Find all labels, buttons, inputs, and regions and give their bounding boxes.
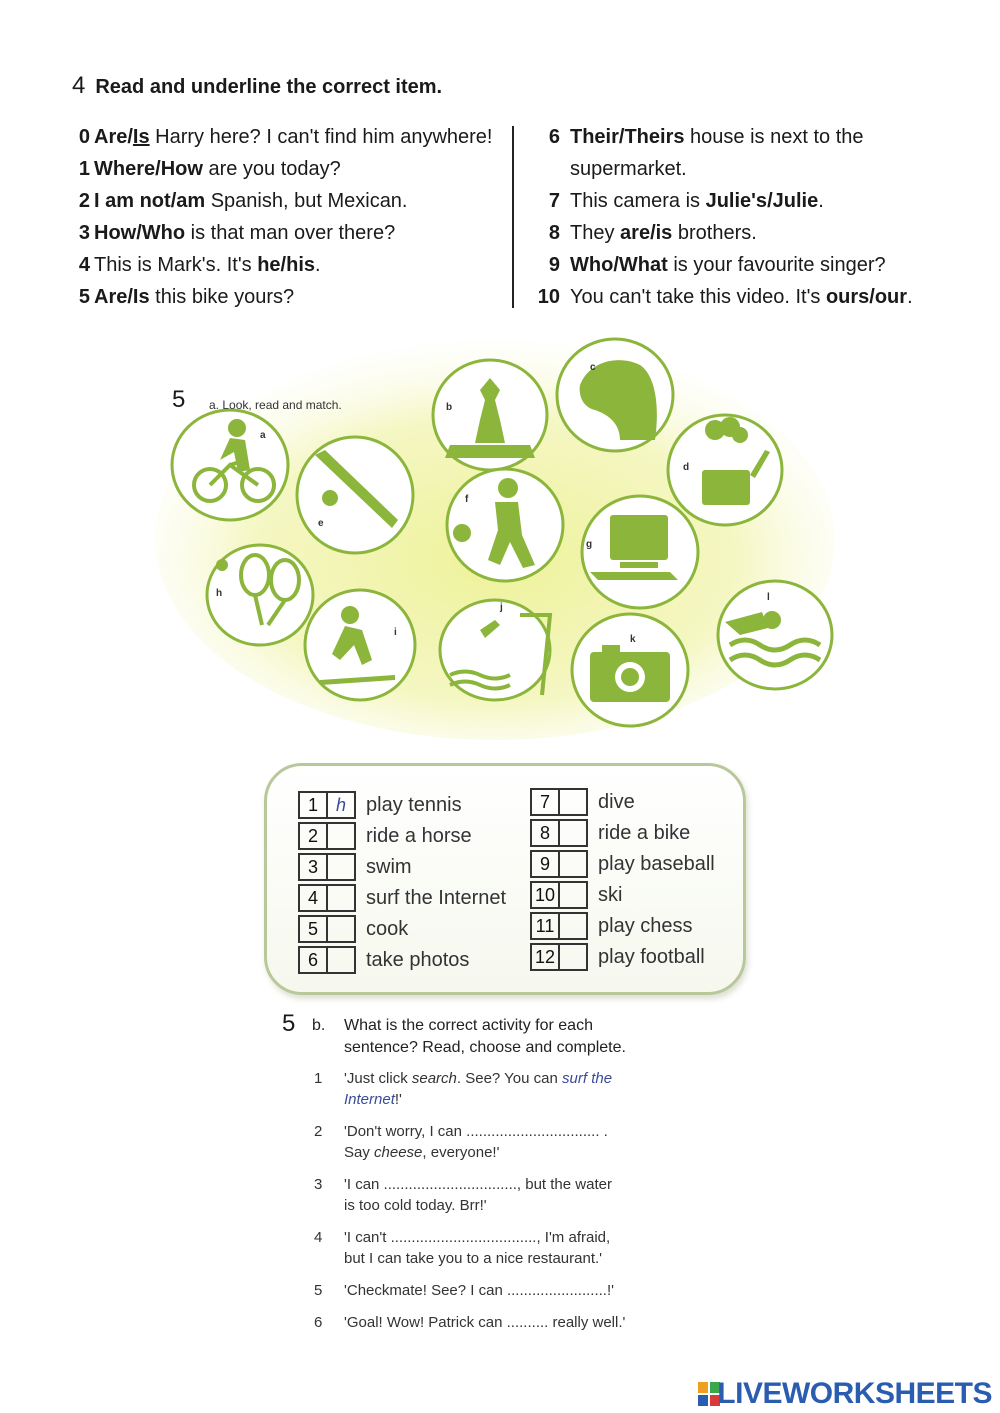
chess-icon [433, 360, 547, 470]
column-divider [512, 126, 514, 308]
option[interactable]: Is [132, 286, 150, 308]
list-item[interactable]: 6 Their/Theirs house is next to the [548, 126, 864, 148]
answer-box[interactable]: h [326, 791, 356, 819]
answer-box[interactable] [558, 850, 588, 878]
list-item[interactable]: 1 Where/How are you today? [78, 158, 341, 180]
sentence-item[interactable]: 6 'Goal! Wow! Patrick can .......... really well.' [314, 1314, 626, 1331]
exercise-5b-letter: b. [312, 1017, 326, 1034]
match-row: 2 ride a horse [298, 822, 472, 850]
picture-label: j [500, 602, 503, 613]
option[interactable]: Who [570, 254, 614, 276]
match-row: 9 play baseball [530, 850, 715, 878]
option[interactable]: are [620, 222, 651, 244]
list-item[interactable]: 4 This is Mark's. It's he/his. [78, 254, 321, 276]
option[interactable]: Are [94, 286, 128, 308]
exercise-number: 4 [72, 72, 86, 99]
list-item[interactable]: 7 This camera is Julie's/Julie. [548, 190, 824, 212]
picture-label: i [394, 627, 397, 638]
sentence-item[interactable]: 3 'I can ................................, but the water is too cold today. Brr!' [314, 1176, 612, 1214]
match-row: 1 h play tennis [298, 791, 462, 819]
picture-label: d [683, 462, 690, 473]
underlined-answer: Is [132, 126, 150, 148]
match-row: 5 cook [298, 915, 408, 943]
sentence-item[interactable]: 4 'I can't ..................................., I'm afraid, but I can take you to a nice restaurant.' [314, 1229, 611, 1267]
option[interactable]: What [618, 254, 668, 276]
diver-icon [440, 600, 550, 700]
answer-box[interactable] [558, 943, 588, 971]
picture-label: c [590, 362, 596, 373]
match-row: 4 surf the Internet [298, 884, 506, 912]
picture-label: a [260, 430, 266, 441]
picture-label: k [630, 634, 636, 645]
exercise-5b-instruction: What is the correct activity for each sentence? Read, choose and complete. [344, 1017, 626, 1056]
answer-box[interactable] [558, 788, 588, 816]
exercise-instruction: Read and underline the correct item. [95, 76, 443, 98]
option[interactable]: How [160, 158, 203, 180]
football-player-icon [447, 469, 563, 581]
exercise-4-left-column [64, 121, 492, 313]
option[interactable]: Julie's [705, 190, 768, 212]
liveworksheets-logo[interactable]: LIVEWORKSHEETS [717, 1377, 992, 1410]
match-row: 12 play football [530, 943, 705, 971]
match-row: 11 play chess [530, 912, 693, 940]
exercise-4-heading [72, 72, 442, 100]
match-row: 6 take photos [298, 946, 469, 974]
baseball-icon [297, 437, 413, 553]
answer-box[interactable] [326, 915, 356, 943]
answer-box[interactable] [326, 853, 356, 881]
answer-box[interactable] [558, 912, 588, 940]
picture-label: e [318, 518, 324, 529]
sentence-item[interactable]: 2 'Don't worry, I can ................................ . Say cheese, everyone!' [314, 1123, 608, 1161]
answer-box[interactable] [326, 822, 356, 850]
exercise-5a-instruction: a. Look, read and match. [209, 398, 342, 412]
tennis-rackets-icon [207, 545, 313, 645]
option[interactable]: Where [94, 158, 156, 180]
option[interactable]: our [874, 286, 908, 308]
list-item[interactable]: 3 How/Who is that man over there? [78, 222, 396, 244]
exercise-5b-number: 5 [282, 1010, 296, 1037]
option[interactable]: Their [570, 126, 619, 148]
picture-label: h [216, 588, 223, 599]
list-item[interactable]: 9 Who/What is your favourite singer? [548, 254, 886, 276]
option[interactable]: Julie [772, 190, 819, 212]
example-answer: surf the [562, 1070, 613, 1087]
option[interactable]: am [176, 190, 206, 212]
camera-icon [572, 614, 688, 726]
answer-box[interactable] [558, 881, 588, 909]
match-row: 3 swim [298, 853, 412, 881]
horse-icon [557, 339, 673, 451]
option[interactable]: Theirs [624, 126, 685, 148]
list-item: 0 Are/Is Harry here? I can't find him anywhere! [78, 126, 493, 148]
list-item[interactable]: 2 I am not/am Spanish, but Mexican. [78, 190, 408, 212]
answer-box[interactable] [326, 884, 356, 912]
sentence-item[interactable]: 5 'Checkmate! See? I can ........................!' [314, 1282, 614, 1299]
option[interactable]: How [94, 222, 137, 244]
option[interactable]: he [257, 254, 281, 276]
cyclist-icon [172, 410, 288, 520]
option[interactable]: his [286, 254, 316, 276]
activity-pictures-panel [150, 330, 850, 750]
match-row: 10 ski [530, 881, 622, 909]
picture-label: g [586, 539, 593, 550]
picture-label: l [767, 592, 770, 603]
match-row: 7 dive [530, 788, 635, 816]
computer-icon [582, 496, 698, 608]
option[interactable]: is [655, 222, 673, 244]
sentence-item: 1 'Just click search. See? You can surf the Internet!' [314, 1070, 613, 1108]
answer-box[interactable] [558, 819, 588, 847]
exercise-4-right-column [536, 121, 913, 313]
answer-box[interactable] [326, 946, 356, 974]
list-item[interactable]: 8 They are/is brothers. [548, 222, 757, 244]
skier-icon [305, 590, 415, 700]
option[interactable]: am not [105, 190, 171, 212]
option[interactable]: Who [141, 222, 186, 244]
match-row: 8 ride a bike [530, 819, 690, 847]
picture-label: b [446, 402, 453, 413]
swimmer-icon [718, 581, 832, 689]
list-item[interactable]: 10 You can't take this video. It's ours/our. [537, 286, 913, 308]
option[interactable]: ours [825, 286, 870, 308]
list-item[interactable]: 5 Are/Is this bike yours? [78, 286, 295, 308]
list-item-continued: supermarket. [570, 158, 687, 180]
picture-label: f [465, 494, 469, 505]
exercise-5a-number: 5 [172, 386, 186, 413]
